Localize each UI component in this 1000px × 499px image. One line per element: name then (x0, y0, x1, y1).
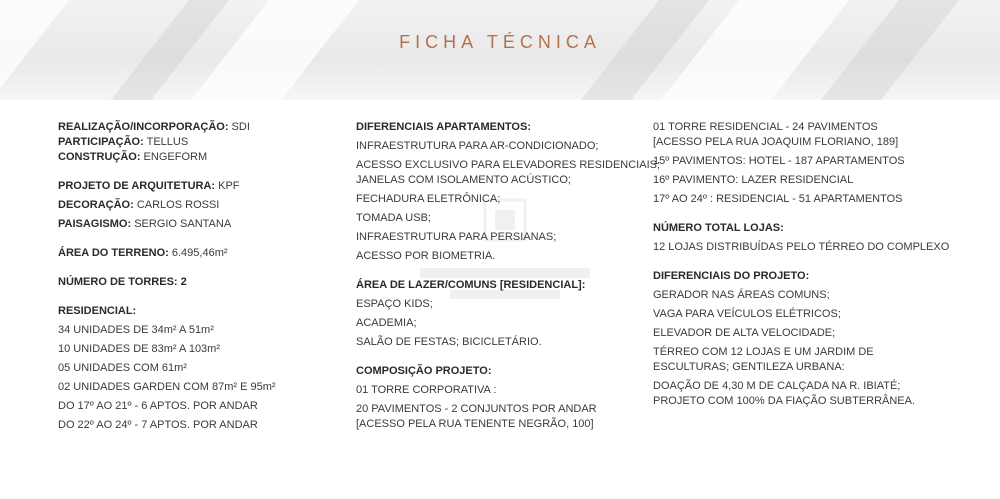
construcao-line (58, 150, 276, 165)
projeto-item: DOAÇÃO DE 4,30 M DE CALÇADA NA R. IBIATÉ; (653, 380, 901, 392)
composicao-heading: COMPOSIÇÃO PROJETO: (356, 365, 492, 377)
residencial-item: DO 17º AO 21º - 6 APTOS. POR ANDAR (58, 400, 258, 412)
composicao-item: 01 TORRE CORPORATIVA : (356, 384, 497, 396)
residencial-item: 05 UNIDADES COM 61m² (58, 362, 187, 374)
column-info (58, 120, 276, 433)
column-apartamentos (356, 120, 660, 432)
construcao-value: ENGEFORM (140, 151, 208, 163)
torre-item: 17º AO 24º : RESIDENCIAL - 51 APARTAMENTOS (653, 193, 903, 205)
diferencial-item: JANELAS COM ISOLAMENTO ACÚSTICO; (356, 174, 571, 186)
participacao-label: PARTICIPAÇÃO: (58, 136, 144, 148)
paisagismo-value: SERGIO SANTANA (131, 218, 232, 230)
residencial-item: DO 22º AO 24º - 7 APTOS. POR ANDAR (58, 419, 258, 431)
paisagismo-label: PAISAGISMO: (58, 218, 132, 230)
composicao-item: [ACESSO PELA RUA TENENTE NEGRÃO, 100] (356, 418, 594, 430)
diferenciais-heading: DIFERENCIAIS APARTAMENTOS: (356, 121, 531, 133)
terreno-value: 6.495,46m² (168, 247, 228, 259)
projeto-item: ELEVADOR DE ALTA VELOCIDADE; (653, 327, 836, 339)
residencial-item: 34 UNIDADES DE 34m² A 51m² (58, 324, 214, 336)
header-background (0, 0, 1000, 100)
composicao-item: 20 PAVIMENTOS - 2 CONJUNTOS POR ANDAR (356, 403, 597, 415)
lazer-heading: ÁREA DE LAZER/COMUNS [RESIDENCIAL]: (356, 279, 586, 291)
torre-item: 15º PAVIMENTOS: HOTEL - 187 APARTAMENTOS (653, 155, 905, 167)
arquitetura-label: PROJETO DE ARQUITETURA: (58, 180, 216, 192)
decoracao-value: CARLOS ROSSI (133, 199, 220, 211)
realizacao-label: REALIZAÇÃO/INCORPORAÇÃO: (58, 121, 229, 133)
projeto-item: GERADOR NAS ÁREAS COMUNS; (653, 289, 830, 301)
column-projeto (653, 120, 949, 409)
realizacao-value: SDI (228, 121, 250, 133)
realizacao-line (58, 120, 276, 135)
projeto-item: ESCULTURAS; GENTILEZA URBANA: (653, 361, 845, 373)
diferencial-item: TOMADA USB; (356, 212, 431, 224)
lojas-heading: NÚMERO TOTAL LOJAS: (653, 222, 784, 234)
diferencial-item: INFRAESTRUTURA PARA PERSIANAS; (356, 231, 557, 243)
terreno-line (58, 246, 276, 261)
diferencial-item: ACESSO POR BIOMETRIA. (356, 250, 496, 262)
projeto-item: PROJETO COM 100% DA FIAÇÃO SUBTERRÂNEA. (653, 395, 916, 407)
residencial-item: 10 UNIDADES DE 83m² A 103m² (58, 343, 221, 355)
residencial-heading: RESIDENCIAL: (58, 305, 137, 317)
projeto-item: VAGA PARA VEÍCULOS ELÉTRICOS; (653, 308, 841, 320)
torres-line: NÚMERO DE TORRES: 2 (58, 276, 187, 288)
torre-item: 16º PAVIMENTO: LAZER RESIDENCIAL (653, 174, 854, 186)
diferencial-item: INFRAESTRUTURA PARA AR-CONDICIONADO; (356, 140, 599, 152)
lazer-item: ESPAÇO KIDS; (356, 298, 433, 310)
lazer-item: ACADEMIA; (356, 317, 417, 329)
torre-item: 01 TORRE RESIDENCIAL - 24 PAVIMENTOS (653, 121, 878, 133)
lazer-item: SALÃO DE FESTAS; BICICLETÁRIO. (356, 336, 542, 348)
construcao-label: CONSTRUÇÃO: (58, 151, 141, 163)
diferencial-item: FECHADURA ELETRÔNICA; (356, 193, 501, 205)
decoracao-line (58, 198, 276, 213)
paisagismo-line (58, 217, 276, 232)
lojas-value: 12 LOJAS DISTRIBUÍDAS PELO TÉRREO DO COMPLEXO (653, 241, 950, 253)
residencial-item: 02 UNIDADES GARDEN COM 87m² E 95m² (58, 381, 276, 393)
projeto-heading: DIFERENCIAIS DO PROJETO: (653, 270, 810, 282)
torre-item: [ACESSO PELA RUA JOAQUIM FLORIANO, 189] (653, 136, 899, 148)
terreno-label: ÁREA DO TERRENO: (58, 247, 169, 259)
diferencial-item: ACESSO EXCLUSIVO PARA ELEVADORES RESIDENCIAIS; (356, 159, 661, 171)
participacao-line (58, 135, 276, 150)
projeto-item: TÉRREO COM 12 LOJAS E UM JARDIM DE (653, 346, 874, 358)
participacao-value: TELLUS (143, 136, 189, 148)
decoracao-label: DECORAÇÃO: (58, 199, 134, 211)
arquitetura-line (58, 179, 276, 194)
arquitetura-value: KPF (215, 180, 240, 192)
page-title: FICHA TÉCNICA (399, 32, 601, 52)
